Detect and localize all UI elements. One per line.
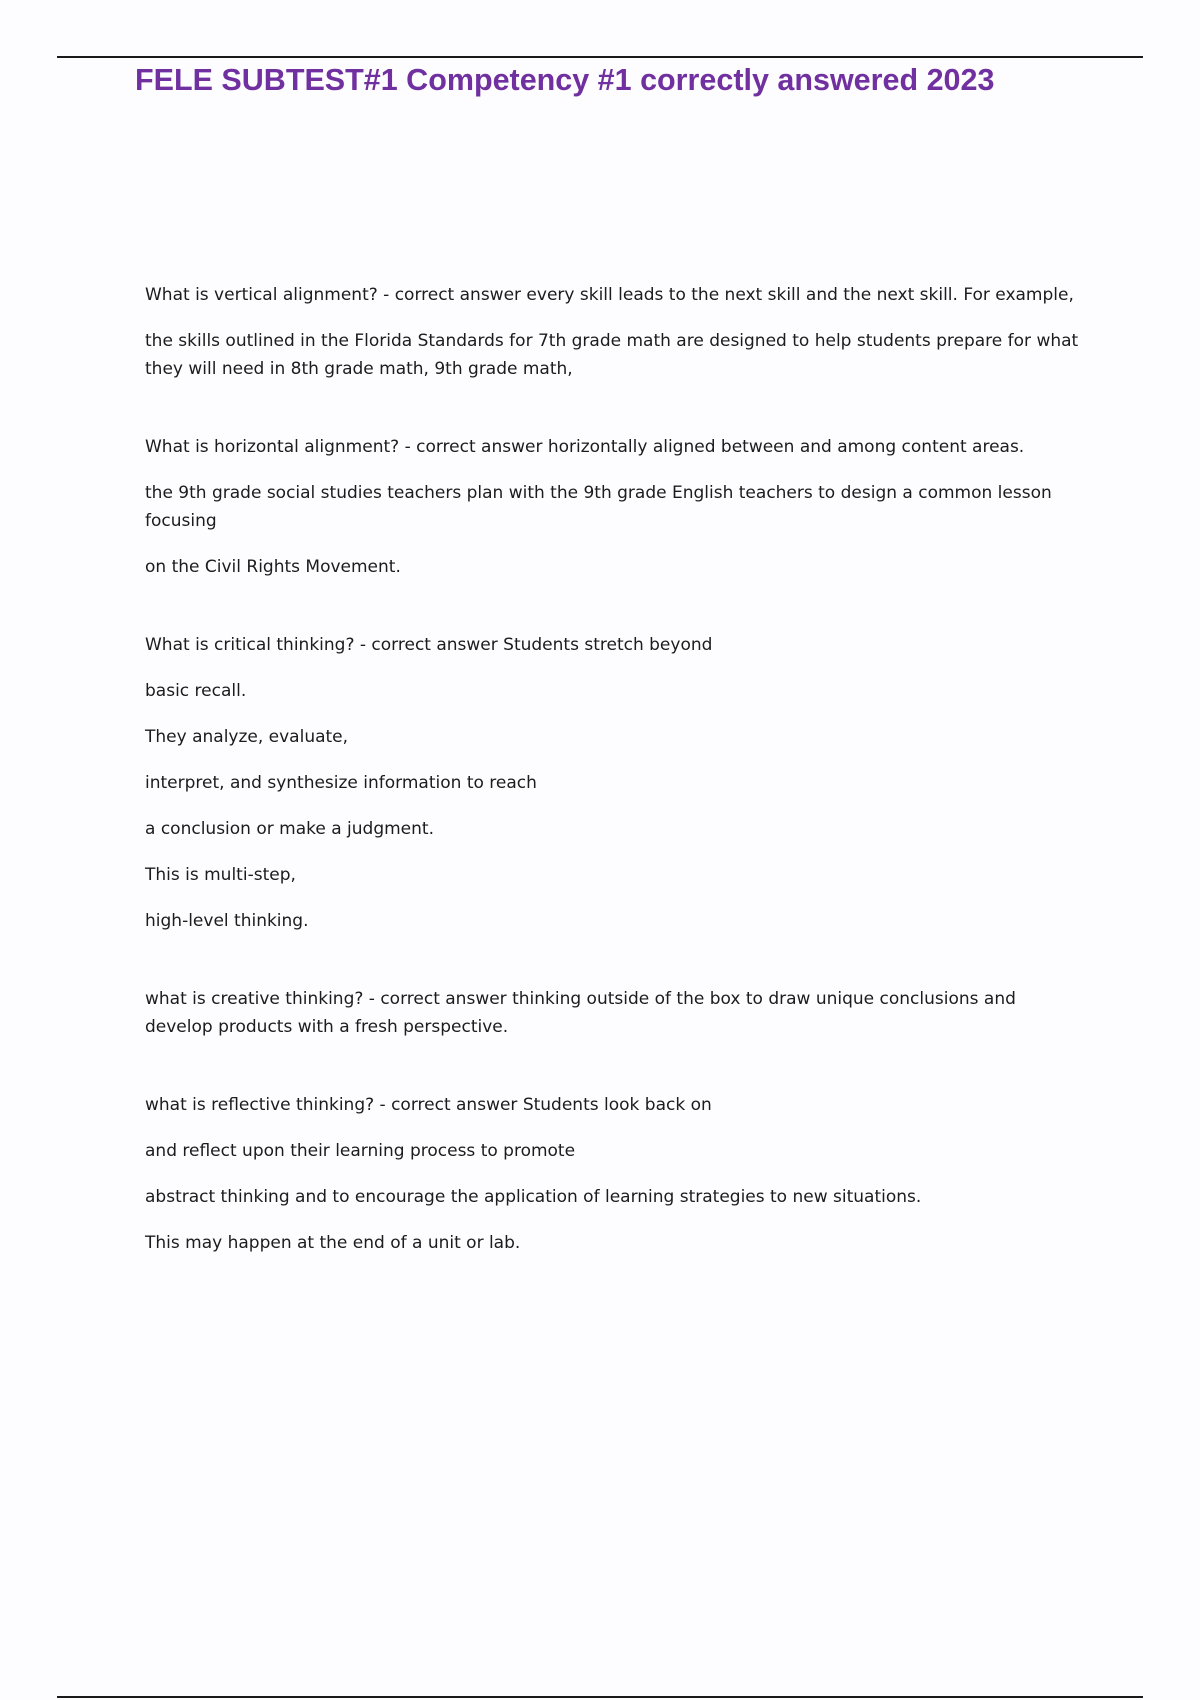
paragraph: What is critical thinking? - correct answer Students stretch beyond (145, 635, 713, 655)
paragraph: What is vertical alignment? - correct answer every skill leads to the next skill and the next skill. For example, (145, 285, 1074, 305)
qa-creative-thinking (145, 985, 1085, 1041)
paragraph: high-level thinking. (145, 911, 309, 931)
qa-critical-thinking (145, 631, 1085, 935)
qa-horizontal-alignment (145, 433, 1085, 581)
qa-reflective-thinking (145, 1091, 1085, 1257)
qa-vertical-alignment (145, 281, 1085, 383)
paragraph: What is horizontal alignment? - correct answer horizontally aligned between and among content areas. (145, 437, 1025, 457)
paragraph: the 9th grade social studies teachers plan with the 9th grade English teachers to design a common lesson focusing (145, 483, 1052, 531)
paragraph: This is multi-step, (145, 865, 296, 885)
paragraph: a conclusion or make a judgment. (145, 819, 434, 839)
paragraph: and reflect upon their learning process to promote (145, 1141, 576, 1161)
paragraph: the skills outlined in the Florida Standards for 7th grade math are designed to help students prepare for what they will need in 8th grade math, 9th grade math, (145, 331, 1079, 379)
paragraph: what is reflective thinking? - correct answer Students look back on (145, 1095, 712, 1115)
paragraph: abstract thinking and to encourage the application of learning strategies to new situations. (145, 1187, 922, 1207)
document-body (145, 281, 1085, 1307)
paragraph: on the Civil Rights Movement. (145, 557, 401, 577)
paragraph: They analyze, evaluate, (145, 727, 349, 747)
paragraph: interpret, and synthesize information to reach (145, 773, 537, 793)
paragraph: basic recall. (145, 681, 247, 701)
document-title: FELE SUBTEST#1 Competency #1 correctly answered 2023 (135, 63, 995, 97)
footer-rule (57, 1696, 1143, 1698)
paragraph: what is creative thinking? - correct answer thinking outside of the box to draw unique conclusions and develop products with a fresh perspective. (145, 989, 1016, 1037)
paragraph: This may happen at the end of a unit or lab. (145, 1233, 521, 1253)
